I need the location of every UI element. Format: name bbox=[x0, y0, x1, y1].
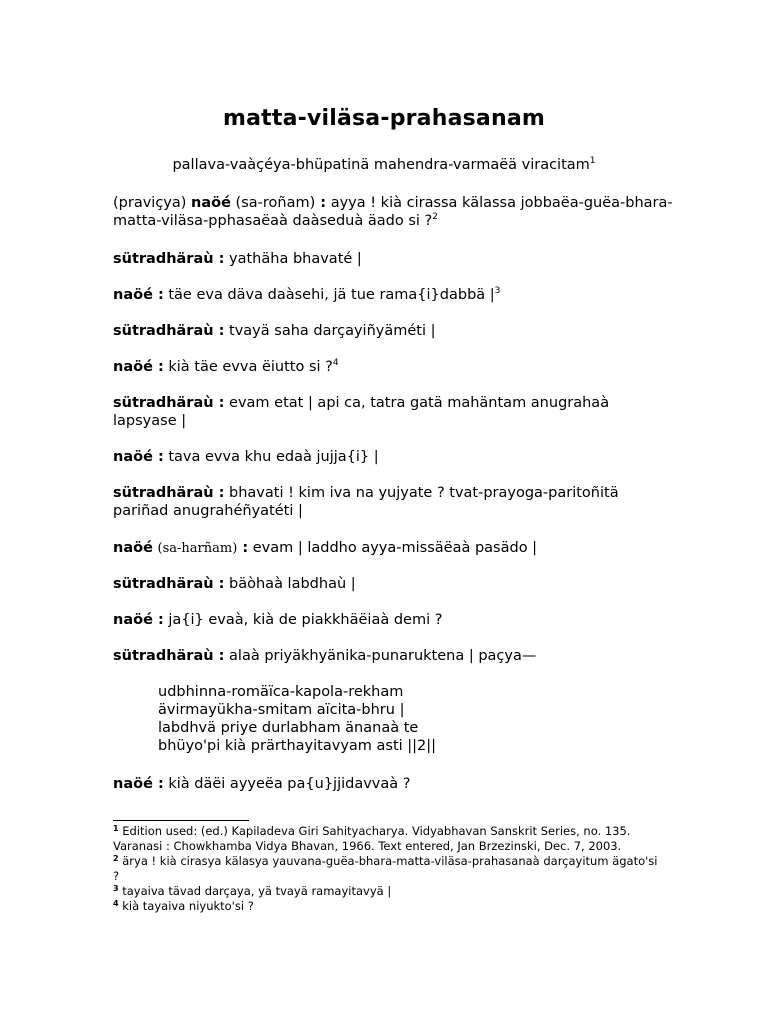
footnote-number: 2 bbox=[113, 854, 119, 863]
footnote-ref: 4 bbox=[332, 358, 339, 368]
speaker: sütradhäraù : bbox=[113, 648, 225, 664]
dialogue-text: kià täe evva ëiutto si ? bbox=[163, 359, 333, 375]
page-title: matta-viläsa-prahasanam bbox=[222, 106, 546, 131]
speaker: naöé : bbox=[113, 612, 164, 628]
dialogue-line bbox=[113, 611, 673, 629]
footnote-text: kià tayaiva niyukto'si ? bbox=[118, 899, 254, 913]
speaker-colon: : bbox=[237, 540, 249, 556]
footnote-number: 4 bbox=[113, 899, 119, 908]
speaker: sütradhäraù : bbox=[113, 576, 225, 592]
dialogue-text: evam | laddho ayya-missäëaà pasädo | bbox=[248, 540, 538, 556]
dialogue-line bbox=[113, 250, 673, 268]
dialogue-text: ja{i} evaà, kià de piakkhäëiaà demi ? bbox=[163, 612, 443, 628]
speaker: naöé : bbox=[113, 449, 164, 465]
footnote-text: Edition used: (ed.) Kapiladeva Giri Sahityacharya. Vidyabhavan Sanskrit Series, no. 135. Varanasi : Chowkhamba Vidya Bhavan, 1966. Text entered, Jan Brzezinski, Dec. 7, 2003. bbox=[113, 824, 631, 853]
dialogue-line bbox=[113, 575, 673, 593]
verse-line: labdhvä priye durlabham änanaà te bbox=[158, 720, 419, 736]
dialogue-line bbox=[113, 394, 673, 430]
footnote bbox=[113, 824, 658, 854]
footnote-text: ärya ! kià cirasya kälasya yauvana-guëa-bhara-matta-viläsa-prahasanaà darçayitum ägato'si ? bbox=[113, 854, 658, 883]
dialogue-line bbox=[113, 484, 673, 520]
speaker: naöé : bbox=[113, 287, 164, 303]
subtitle bbox=[0, 157, 768, 173]
dialogue-text: tvayä saha darçayiñyäméti | bbox=[224, 323, 436, 339]
speaker: sütradhäraù : bbox=[113, 323, 225, 339]
speaker: naöé : bbox=[113, 776, 164, 792]
verse-line: udbhinna-romäïca-kapola-rekham bbox=[158, 684, 404, 700]
subtitle-text: pallava-vaàçéya-bhüpatinä mahendra-varmaëä viracitam bbox=[172, 157, 590, 173]
footnote bbox=[113, 854, 658, 884]
speaker: sütradhäraù : bbox=[113, 251, 225, 267]
dialogue-line bbox=[113, 647, 673, 665]
footnote-ref: 1 bbox=[589, 156, 596, 166]
footnote-ref: 3 bbox=[494, 286, 501, 296]
footnote-number: 3 bbox=[113, 884, 119, 893]
footnote-text: tayaiva tävad darçaya, yä tvayä ramayitavyä | bbox=[118, 884, 392, 898]
dialogue-text: ayya ! kià cirassa kälassa jobbaëa-guëa-bhara-matta-viläsa-pphasaëaà daàseduà äado si ? bbox=[113, 195, 673, 229]
dialogue-text: alaà priyäkhyänika-punaruktena | paçya— bbox=[224, 648, 537, 664]
stage-direction: (sa-roñam) bbox=[235, 195, 316, 211]
speaker-colon: : bbox=[315, 195, 327, 211]
stage-direction: (praviçya) bbox=[113, 195, 187, 211]
verse-block bbox=[158, 683, 638, 755]
dialogue-line bbox=[113, 194, 673, 230]
footnote-ref: 2 bbox=[432, 212, 438, 222]
verse-line: ävirmayükha-smitam aïcita-bhru | bbox=[158, 702, 405, 718]
footnote-separator bbox=[113, 820, 249, 821]
dialogue-text: tava evva khu edaà jujja{i} | bbox=[163, 449, 379, 465]
dialogue-line bbox=[113, 322, 673, 340]
footnote bbox=[113, 884, 658, 899]
speaker: sütradhäraù : bbox=[113, 485, 225, 501]
speaker: naöé bbox=[113, 540, 153, 556]
dialogue-line bbox=[113, 286, 673, 304]
footnote bbox=[113, 899, 658, 914]
speaker: naöé bbox=[191, 195, 231, 211]
footnote-number: 1 bbox=[113, 824, 119, 833]
dialogue-text: yathäha bhavaté | bbox=[224, 251, 362, 267]
dialogue-line bbox=[113, 775, 673, 793]
dialogue-text: bhavati ! kim iva na yujyate ? tvat-prayoga-paritoñitä pariñad anugrahéñyatéti | bbox=[113, 485, 619, 519]
speaker: sütradhäraù : bbox=[113, 395, 225, 411]
stage-direction: (sa-harñam) bbox=[157, 541, 238, 556]
dialogue-line bbox=[113, 358, 673, 376]
footnotes bbox=[113, 824, 658, 914]
verse-line: bhüyo'pi kià prärthayitavyam asti ||2|| bbox=[158, 738, 437, 754]
dialogue-line bbox=[113, 539, 673, 558]
dialogue-line bbox=[113, 448, 673, 466]
dialogue-text: bäòhaà labdhaù | bbox=[224, 576, 356, 592]
dialogue-text: kià däëi ayyeëa pa{u}jjidavvaà ? bbox=[163, 776, 411, 792]
speaker: naöé : bbox=[113, 359, 164, 375]
dialogue-text: täe eva däva daàsehi, jä tue rama{i}dabbä | bbox=[163, 287, 495, 303]
dialogue-text: evam etat | api ca, tatra gatä mahäntam anugrahaà lapsyase | bbox=[113, 395, 610, 429]
